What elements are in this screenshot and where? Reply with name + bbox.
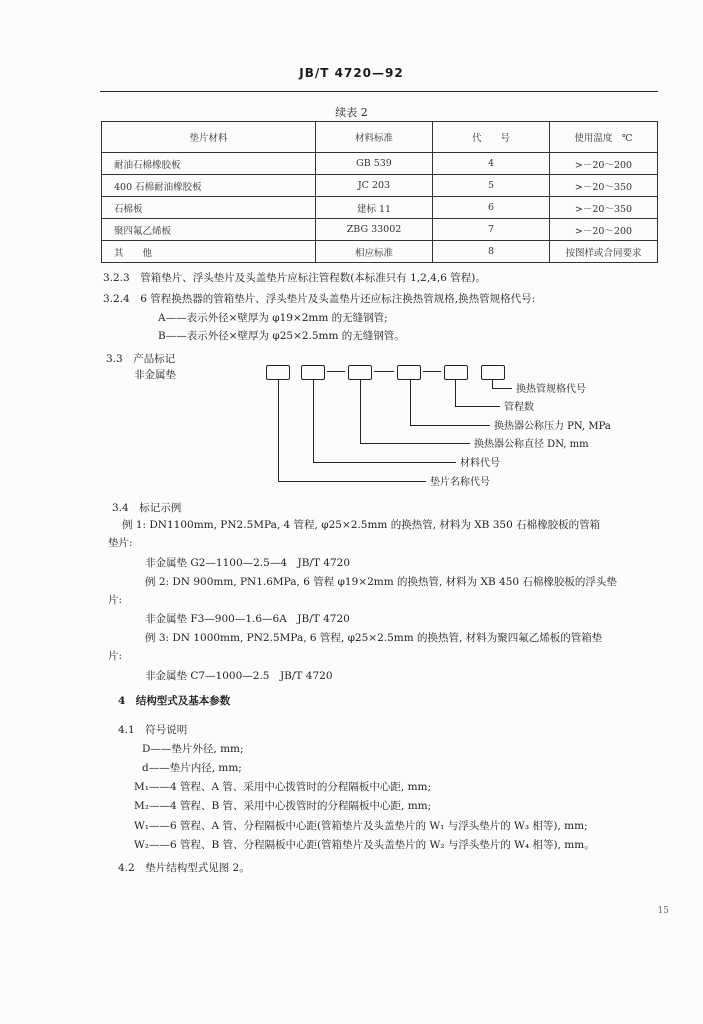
symbol-W2: W₂——6 管程、B 管、分程隔板中心距(管箱垫片及头盖垫片的 W₂ 与浮头垫片的 W₄ 相等), mm。 xyxy=(134,839,595,851)
marking-label: 管程数 xyxy=(504,402,534,413)
clause-3-2-4: 3.2.4 6 管程换热器的管箱垫片、浮头垫片及头盖垫片还应标注换热管规格,换热管规格代号: xyxy=(103,293,536,305)
marking-dash xyxy=(423,371,441,372)
marking-dash xyxy=(327,371,345,372)
table-cell: >－20～200 xyxy=(550,153,658,175)
table-row xyxy=(102,175,658,197)
marking-box xyxy=(266,365,290,380)
example-3-text-cont: 片: xyxy=(108,650,123,662)
product-marking-heading: 3.3 产品标记 xyxy=(106,353,176,365)
document-header: JB/T 4720—92 xyxy=(299,66,404,80)
table-cell: 相应标准 xyxy=(316,241,433,263)
marking-box xyxy=(397,365,421,380)
table-row xyxy=(102,241,658,263)
marking-label: 换热器公称压力 PN, MPa xyxy=(494,421,611,432)
header-rule xyxy=(100,91,658,92)
example-1-text: 例 1: DN1100mm, PN2.5MPa, 4 管程, φ25×2.5mm 的换热管, 材料为 XB 350 石棉橡胶板的管箱 xyxy=(122,519,601,531)
table-cell: 400 石棉耐油橡胶板 xyxy=(102,175,316,197)
example-1-text-cont: 垫片: xyxy=(108,537,133,549)
table-cell: JC 203 xyxy=(316,175,433,197)
example-3-text: 例 3: DN 1000mm, PN2.5MPa, 6 管程, φ25×2.5mm 的换热管, 材料为聚四氟乙烯板的管箱垫 xyxy=(145,632,603,644)
marking-label: 换热管规格代号 xyxy=(516,384,586,395)
section-4-2-text: 4.2 垫片结构型式见图 2。 xyxy=(118,862,250,874)
symbol-W1: W₁——6 管程、A 管、分程隔板中心距(管箱垫片及头盖垫片的 W₁ 与浮头垫片的 W₃ 相等), mm; xyxy=(134,820,588,832)
table-cell: 其 他 xyxy=(102,241,316,263)
gasket-material-table xyxy=(101,121,658,263)
column-header: 代 号 xyxy=(433,122,550,153)
table-caption: 续表 2 xyxy=(335,106,368,119)
table-cell: GB 539 xyxy=(316,153,433,175)
table-cell: 石棉板 xyxy=(102,197,316,219)
example-1-mark: 非金属垫 G2—1100—2.5—4 JB/T 4720 xyxy=(145,557,351,569)
marking-prefix: 非金属垫 xyxy=(134,369,176,381)
symbol-D: D——垫片外径, mm; xyxy=(142,743,244,755)
clause-3-2-4-a: A——表示外径×壁厚为 φ19×2mm 的无缝钢管; xyxy=(158,312,388,324)
table-cell: >－20～350 xyxy=(550,197,658,219)
table-cell: 耐油石棉橡胶板 xyxy=(102,153,316,175)
column-header: 垫片材料 xyxy=(102,122,316,153)
marking-box xyxy=(481,365,505,380)
table-cell: >－20～200 xyxy=(550,219,658,241)
table-cell: 8 xyxy=(433,241,550,263)
column-header: 材料标准 xyxy=(316,122,433,153)
marking-label: 材料代号 xyxy=(460,458,500,469)
marking-box xyxy=(348,365,372,380)
symbol-M2: M₂——4 管程、B 管、采用中心拨管时的分程隔板中心距, mm; xyxy=(134,800,432,812)
clause-3-2-3: 3.2.3 管箱垫片、浮头垫片及头盖垫片应标注管程数(本标准只有 1,2,4,6 管程)。 xyxy=(103,272,486,284)
table-cell: 按图样或合同要求 xyxy=(550,241,658,263)
clause-3-2-4-b: B——表示外径×壁厚为 φ25×2.5mm 的无缝钢管。 xyxy=(158,330,405,342)
table-cell: >－20～350 xyxy=(550,175,658,197)
column-header: 使用温度 ℃ xyxy=(550,122,658,153)
table-cell: 聚四氟乙烯板 xyxy=(102,219,316,241)
example-3-mark: 非金属垫 C7—1000—2.5 JB/T 4720 xyxy=(145,670,333,682)
symbol-d: d——垫片内径, mm; xyxy=(142,762,242,774)
marking-dash xyxy=(374,371,394,372)
table-cell: 建标 11 xyxy=(316,197,433,219)
table-cell: 7 xyxy=(433,219,550,241)
table-cell: 5 xyxy=(433,175,550,197)
example-2-text-cont: 片: xyxy=(108,594,123,606)
section-4-heading: 4 结构型式及基本参数 xyxy=(118,695,231,707)
marking-label: 垫片名称代号 xyxy=(430,477,490,488)
marking-box xyxy=(444,365,468,380)
marking-examples-heading: 3.4 标记示例 xyxy=(112,502,182,514)
table-cell: ZBG 33002 xyxy=(316,219,433,241)
marking-label: 换热器公称直径 DN, mm xyxy=(474,439,589,450)
symbol-M1: M₁——4 管程、A 管、采用中心拨管时的分程隔板中心距, mm; xyxy=(134,781,432,793)
table-cell: 4 xyxy=(433,153,550,175)
page-number: 15 xyxy=(657,906,669,916)
table-cell: 6 xyxy=(433,197,550,219)
table-row xyxy=(102,219,658,241)
section-4-1-heading: 4.1 符号说明 xyxy=(118,724,188,736)
table-row xyxy=(102,153,658,175)
example-2-mark: 非金属垫 F3—900—1.6—6A JB/T 4720 xyxy=(145,613,350,625)
table-header-row xyxy=(102,122,658,153)
table-row xyxy=(102,197,658,219)
marking-box xyxy=(301,365,325,380)
example-2-text: 例 2: DN 900mm, PN1.6MPa, 6 管程 φ19×2mm 的换热管, 材料为 XB 450 石棉橡胶板的浮头垫 xyxy=(145,576,617,588)
